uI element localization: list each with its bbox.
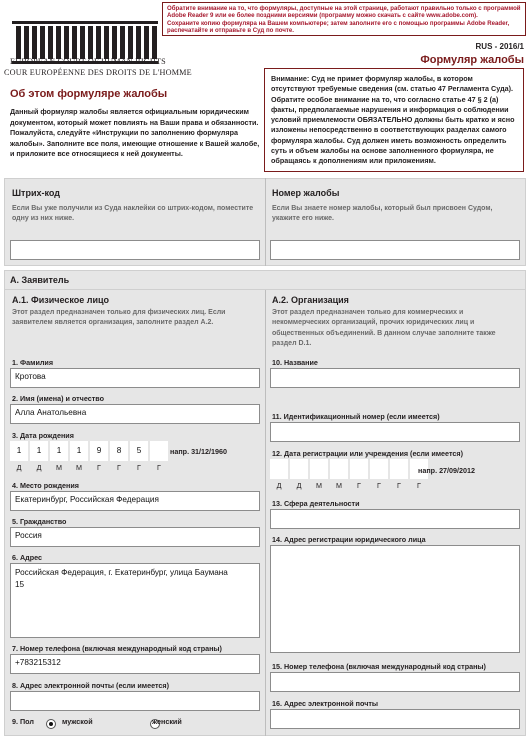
reg-date-digit[interactable] xyxy=(270,459,288,479)
address-label: 6. Адрес xyxy=(12,553,43,562)
case-number-label: Номер жалобы xyxy=(272,188,340,198)
dob-example: напр. 31/12/1960 xyxy=(170,447,228,456)
dob-digit-label: Г xyxy=(137,463,141,472)
barcode-field[interactable] xyxy=(10,240,260,260)
dob-digit-label: Г xyxy=(157,463,161,472)
surname-field[interactable]: Кротова xyxy=(10,368,260,388)
nationality-field[interactable]: Россия xyxy=(10,527,260,547)
org-reg-date-label: 12. Дата регистрации или учреждения (если имеется) xyxy=(272,449,463,458)
individual-sub: Этот раздел предназначен только для физических лиц. Если заявителем является организация, заполните раздел А.2. xyxy=(12,309,226,327)
dob-digit[interactable]: 1 xyxy=(10,441,28,461)
firstname-label: 2. Имя (имена) и отчество xyxy=(12,394,104,403)
adobe-notice-line: Обратите внимание на то, что формуляры, доступные на этой странице, работают правильно только с программой xyxy=(167,5,521,12)
dob-digits xyxy=(10,441,170,461)
sex-female-label: женский xyxy=(152,717,182,726)
applicant-title-bar xyxy=(4,270,526,290)
reg-date-digit-label: Г xyxy=(377,481,381,490)
about-title: Об этом формуляре жалобы xyxy=(10,88,168,100)
reg-date-digit[interactable] xyxy=(350,459,368,479)
phone-field[interactable]: +783215312 xyxy=(10,654,260,674)
org-reg-address-field[interactable] xyxy=(270,545,520,653)
birthplace-label: 4. Место рождения xyxy=(12,481,79,490)
reg-date-digit-label: М xyxy=(316,481,322,490)
org-phone-field[interactable] xyxy=(270,672,520,692)
applicant-title: А. Заявитель xyxy=(10,275,70,285)
dob-digit[interactable]: 1 xyxy=(30,441,48,461)
reg-date-digit-label: Д xyxy=(276,481,282,490)
reg-date-digits xyxy=(270,459,430,479)
dob-digit-label: М xyxy=(56,463,62,472)
organisation-sub: Этот раздел предназначен только для коммерческих и некоммерческих организаций, прочих юридических лиц и общественных объединений. В данном случае заполните также раздел D.1. xyxy=(272,309,496,348)
address-field[interactable] xyxy=(10,563,260,638)
reg-date-digit[interactable] xyxy=(290,459,308,479)
reg-date-digit[interactable] xyxy=(370,459,388,479)
court-name-en: EUROPEAN COURT OF HUMAN RIGHTS xyxy=(10,57,166,66)
nationality-label: 5. Гражданство xyxy=(12,517,67,526)
dob-label: 3. Дата рождения xyxy=(12,431,74,440)
org-phone-label: 15. Номер телефона (включая международный код страны) xyxy=(272,662,486,671)
dob-digit[interactable]: 1 xyxy=(50,441,68,461)
dob-digit[interactable]: 9 xyxy=(90,441,108,461)
about-text: Данный формуляр жалобы является официальным юридическим документом, который может повлиять на Ваши права и обязанности. Пожалуйста, следуйте «Инструкции по заполнению формуляра жалобы». Заполните все поля, имеющие отношение к Вашей жалобе, и приложите все относящиеся к ней документы. xyxy=(10,107,260,159)
address-line: Российская Федерация, г. Екатеринбург, улица Баумана xyxy=(15,568,228,577)
adobe-notice-line: распечатайте и отправьте в Суд по почте. xyxy=(167,26,294,34)
surname-label: 1. Фамилия xyxy=(12,358,54,367)
dob-digit-label: Д xyxy=(36,463,42,472)
case-number-sub: Если Вы знаете номер жалобы, который был присвоен Судом, укажите его ниже. xyxy=(272,205,493,223)
adobe-notice xyxy=(162,2,526,36)
org-reg-address-label: 14. Адрес регистрации юридического лица xyxy=(272,535,426,544)
warning-box: Внимание: Суд не примет формуляр жалобы, в котором отсутствуют требуемые сведения (см. статью 47 Регламента Суда). Обратите особое внимание на то, что согласно статье 47 § 2 (а) факты, предполагаемые нарушения и информация о соблюдении условий приемлемости ОБЯЗАТЕЛЬНО должны быть кратко и ясно изложены непосредственно в соответствующих разделах самого формуляра жалобы. Суд должен иметь возможность определить суть и объем жалобы на основе заполненного формуляра, не обращаясь к дополнениям или приложениям. xyxy=(264,68,524,172)
barcode-sub: Если Вы уже получили из Суда наклейки со штрих-кодом, поместите одну из них ниже. xyxy=(12,205,254,223)
org-email-field[interactable] xyxy=(270,709,520,729)
dob-digit-label: Г xyxy=(117,463,121,472)
divider xyxy=(265,178,266,266)
org-email-label: 16. Адрес электронной почты xyxy=(272,699,379,708)
reg-date-digit-labels xyxy=(270,481,430,490)
dob-digit[interactable] xyxy=(150,441,168,461)
barcode-label: Штрих-код xyxy=(12,188,60,198)
org-activity-label: 13. Сфера деятельности xyxy=(272,499,360,508)
email-field[interactable] xyxy=(10,691,260,711)
reg-date-example: напр. 27/09/2012 xyxy=(418,466,476,475)
reg-date-digit-label: Г xyxy=(397,481,401,490)
reg-date-digit-label: Г xyxy=(417,481,421,490)
form-code: RUS - 2016/1 xyxy=(475,42,524,51)
form-title: Формуляр жалобы xyxy=(420,54,524,66)
individual-title: А.1. Физическое лицо xyxy=(12,295,110,305)
org-id-label: 11. Идентификационный номер (если имеется) xyxy=(272,412,440,421)
sex-label: 9. Пол xyxy=(12,717,34,726)
phone-label: 7. Номер телефона (включая международный код страны) xyxy=(12,644,222,653)
case-number-field[interactable] xyxy=(270,240,520,260)
dob-digit[interactable]: 5 xyxy=(130,441,148,461)
court-name-fr: COUR EUROPÉENNE DES DROITS DE L'HOMME xyxy=(4,68,192,77)
adobe-notice-line: Adobe Reader 9 или ее более поздними версиями (программу можно скачать с сайте www.adobe.com). xyxy=(167,12,478,20)
org-name-label: 10. Название xyxy=(272,358,318,367)
reg-date-digit-label: М xyxy=(336,481,342,490)
dob-digit[interactable]: 8 xyxy=(110,441,128,461)
dob-digit[interactable]: 1 xyxy=(70,441,88,461)
org-id-field[interactable] xyxy=(270,422,520,442)
address-line: 15 xyxy=(15,580,25,589)
reg-date-digit-label: Д xyxy=(296,481,302,490)
dob-digit-labels xyxy=(10,463,170,472)
email-label: 8. Адрес электронной почты (если имеется) xyxy=(12,681,169,690)
firstname-field[interactable]: Алла Анатольевна xyxy=(10,404,260,424)
organisation-title: А.2. Организация xyxy=(272,295,349,305)
org-activity-field[interactable] xyxy=(270,509,520,529)
divider xyxy=(265,290,266,736)
reg-date-digit-label: Г xyxy=(357,481,361,490)
reg-date-digit[interactable] xyxy=(330,459,348,479)
birthplace-field[interactable]: Екатеринбург, Российская Федерация xyxy=(10,491,260,511)
reg-date-digit[interactable] xyxy=(310,459,328,479)
sex-male-radio[interactable] xyxy=(46,719,56,729)
sex-male-label: мужской xyxy=(62,717,93,726)
adobe-notice-line: Сохраните копию формуляра на Вашем компьютере; затем заполните его с помощью программы Adobe Reader, xyxy=(167,19,510,27)
reg-date-digit[interactable] xyxy=(390,459,408,479)
dob-digit-label: Г xyxy=(97,463,101,472)
dob-digit-label: Д xyxy=(16,463,22,472)
dob-digit-label: М xyxy=(76,463,82,472)
org-name-field[interactable] xyxy=(270,368,520,388)
